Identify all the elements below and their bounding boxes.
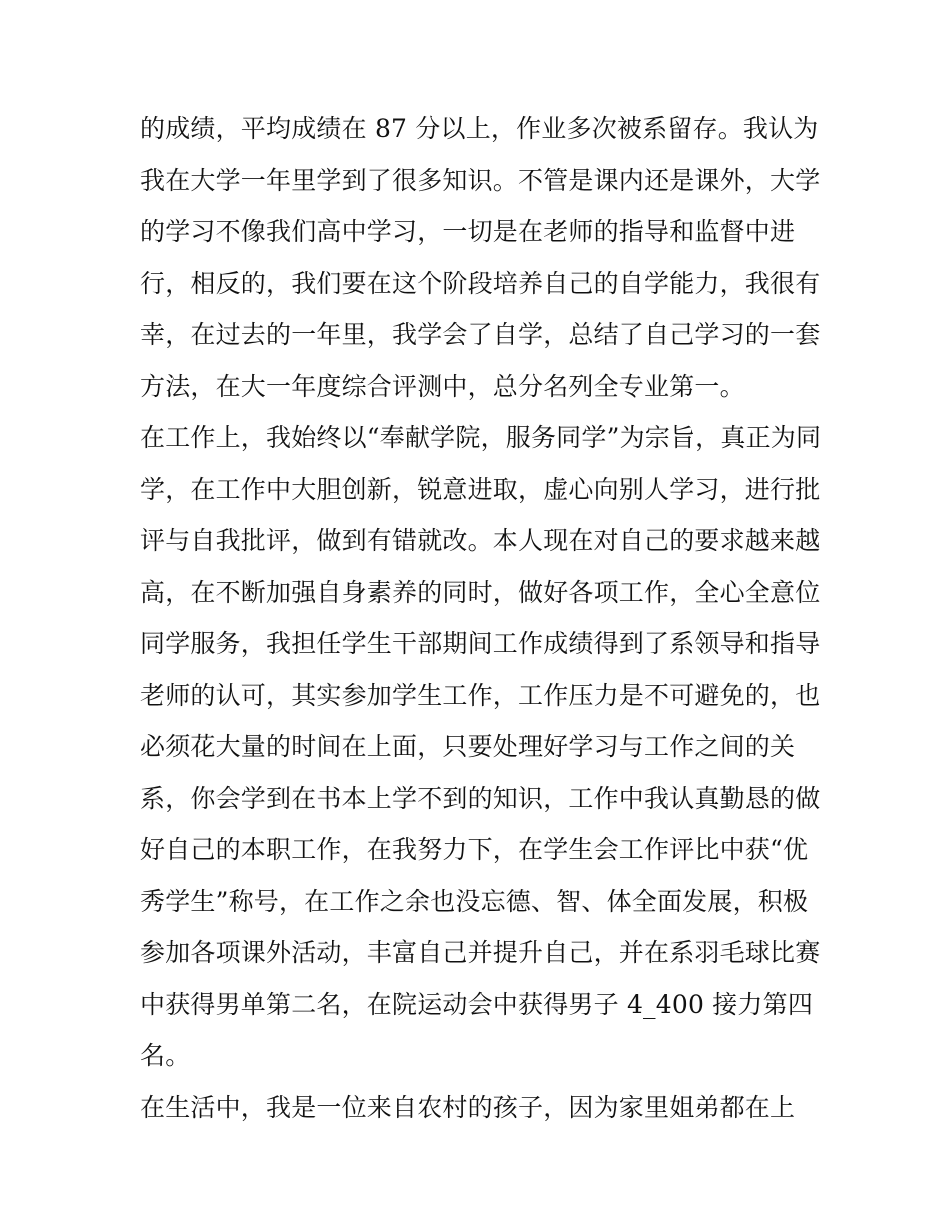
text-line: 参加各项课外活动，丰富自己并提升自己，并在系羽毛球比赛 bbox=[140, 938, 821, 967]
text-line: 同学服务，我担任学生干部期间工作成绩得到了系领导和指导 bbox=[140, 629, 821, 658]
text-line: 老师的认可，其实参加学生工作，工作压力是不可避免的，也 bbox=[140, 680, 821, 710]
text-line: 行，相反的，我们要在这个阶段培养自己的自学能力，我很有 bbox=[140, 268, 821, 298]
text-line: 系，你会学到在书本上学不到的知识，工作中我认真勤恳的做 bbox=[140, 783, 821, 813]
text-line: 秀学生”称号，在工作之余也没忘德、智、体全面发展，积极 bbox=[140, 886, 809, 916]
text-line: 学，在工作中大胆创新，锐意进取，虚心向别人学习，进行批 bbox=[140, 474, 821, 504]
text-line: 中获得男单第二名，在院运动会中获得男子 4_400 接力第四 bbox=[140, 989, 814, 1019]
text-line: 必须花大量的时间在上面，只要处理好学习与工作之间的关 bbox=[140, 732, 796, 761]
text-line: 好自己的本职工作，在我努力下，在学生会工作评比中获“优 bbox=[140, 835, 809, 864]
text-line: 我在大学一年里学到了很多知识。不管是课内还是课外，大学 bbox=[140, 165, 821, 195]
text-line: 的成绩，平均成绩在 87 分以上，作业多次被系留存。我认为 bbox=[140, 114, 819, 143]
text-line: 在工作上，我始终以“奉献学院，服务同学”为宗旨，真正为同 bbox=[140, 423, 822, 452]
text-line: 评与自我批评，做到有错就改。本人现在对自己的要求越来越 bbox=[140, 526, 821, 555]
text-line: 的学习不像我们高中学习，一切是在老师的指导和监督中进 bbox=[140, 217, 796, 246]
text-line: 方法，在大一年度综合评测中，总分名列全专业第一。 bbox=[140, 371, 745, 401]
text-line: 名。 bbox=[140, 1041, 191, 1070]
document-body bbox=[140, 103, 820, 1133]
text-line: 高，在不断加强自身素养的同时，做好各项工作，全心全意位 bbox=[140, 577, 821, 607]
text-line: 幸，在过去的一年里，我学会了自学，总结了自己学习的一套 bbox=[140, 320, 821, 349]
text-line: 在生活中，我是一位来自农村的孩子，因为家里姐弟都在上 bbox=[140, 1092, 796, 1122]
